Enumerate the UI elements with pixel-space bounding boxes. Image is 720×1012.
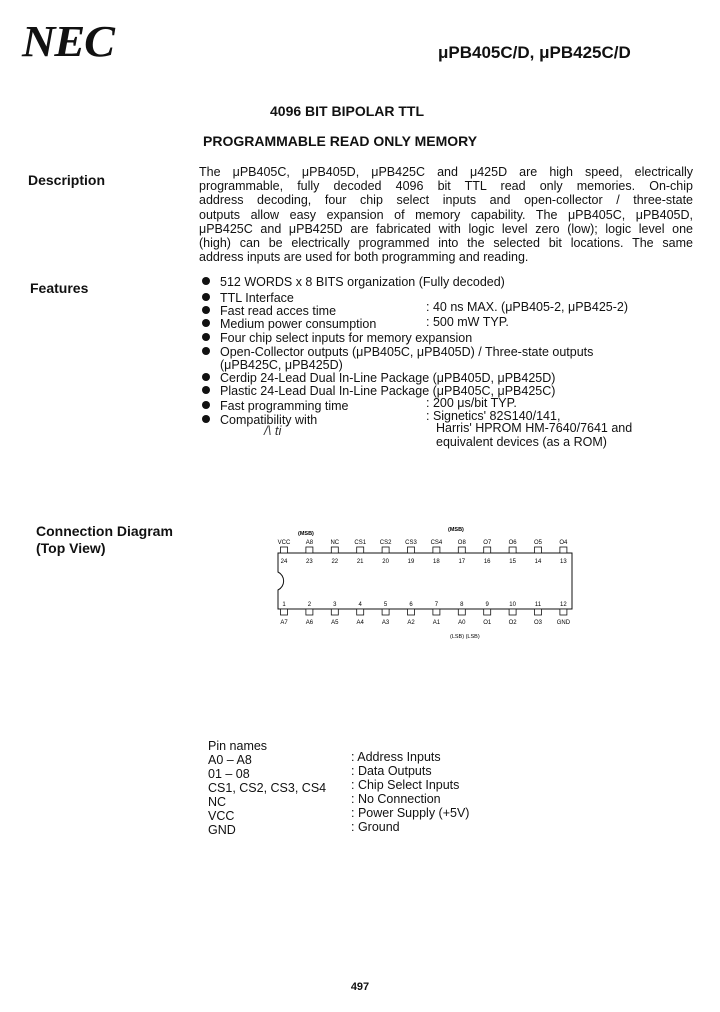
pin-desc: : Address Inputs — [351, 750, 441, 764]
bottom-pin-name: A3 — [381, 620, 390, 626]
bottom-pin-number: 7 — [434, 602, 439, 608]
bottom-pin-number: 5 — [383, 602, 388, 608]
feature-text: Fast read acces time — [220, 304, 337, 318]
pin-name: A0 – A8 — [208, 753, 252, 767]
top-pin-number: 13 — [560, 559, 567, 565]
bottom-pin-name: A0 — [458, 620, 466, 626]
feature-item — [202, 304, 336, 318]
bottom-pin-number: 11 — [534, 602, 542, 608]
feature-item — [202, 331, 472, 345]
bottom-pin-lead — [357, 609, 364, 615]
feature-text: Fast programming time — [220, 399, 349, 413]
top-pin-number: 16 — [483, 559, 491, 565]
bullet-icon — [202, 373, 210, 381]
bottom-pin-name: O2 — [508, 620, 517, 626]
pin-desc: : Chip Select Inputs — [351, 778, 460, 792]
bottom-pin-lead — [484, 609, 491, 615]
top-pin-name: A8 — [305, 540, 314, 546]
lsb-marker: (LSB) (LSB) — [450, 634, 480, 640]
handwritten-note: /\ ti — [264, 423, 282, 438]
dip-connection-diagram — [270, 525, 590, 645]
description-line: (high) can be electrically programmed into the selected bit locations. The same — [199, 236, 693, 251]
top-pin-lead — [408, 547, 415, 553]
top-pin-number: 21 — [356, 559, 364, 565]
compat-value-2: Harris' HPROM HM-7640/7641 and — [436, 421, 633, 435]
connection-heading-line: (Top View) — [36, 540, 106, 556]
bottom-pin-lead — [458, 609, 465, 615]
compat-value-3: equivalent devices (as a ROM) — [436, 435, 607, 449]
bottom-pin-lead — [535, 609, 542, 615]
bullet-icon — [202, 333, 210, 341]
pin-desc: : Power Supply (+5V) — [351, 806, 470, 820]
top-pin-name: CS1 — [354, 540, 367, 546]
bottom-pin-name: A6 — [305, 620, 314, 626]
bullet-icon — [202, 347, 210, 355]
top-pin-lead — [484, 547, 491, 553]
top-pin-lead — [331, 547, 338, 553]
bullet-icon — [202, 293, 210, 301]
bottom-pin-lead — [331, 609, 338, 615]
feature-text: Cerdip 24-Lead Dual In-Line Package (μPB405D, μPB425D) — [220, 371, 556, 385]
top-pin-lead — [509, 547, 516, 553]
feature-text: TTL Interface — [220, 291, 294, 305]
bottom-pin-number: 1 — [282, 602, 286, 608]
top-pin-lead — [357, 547, 364, 553]
top-pin-name: VCC — [277, 540, 291, 546]
feature-item — [202, 345, 593, 359]
bottom-pin-name: A5 — [331, 620, 339, 626]
features-heading: Features — [30, 280, 89, 296]
feature-text: Medium power consumption — [220, 317, 377, 331]
top-pin-number: 17 — [458, 559, 466, 565]
bullet-icon — [202, 277, 210, 285]
page-number: 497 — [350, 981, 370, 993]
top-pin-number: 20 — [382, 559, 389, 565]
compat-value-1: : Signetics' 82S140/141, — [426, 409, 561, 423]
feature-item — [202, 371, 555, 385]
top-pin-name: NC — [330, 540, 340, 546]
top-pin-name: O4 — [559, 540, 568, 546]
bottom-pin-lead — [382, 609, 389, 615]
feature-text: Compatibility with — [220, 413, 318, 427]
top-pin-number: 18 — [433, 559, 440, 565]
feature-item — [202, 413, 317, 427]
bottom-pin-number: 3 — [333, 602, 337, 608]
top-pin-number: 24 — [280, 559, 288, 565]
top-pin-lead — [382, 547, 389, 553]
pin-name: NC — [208, 795, 227, 809]
part-numbers: μPB405C/D, μPB425C/D — [438, 43, 631, 62]
pin-name: GND — [208, 823, 236, 837]
msb-marker-left: (MSB) — [298, 531, 314, 537]
feature-text: Four chip select inputs for memory expansion — [220, 331, 473, 345]
description-heading: Description — [28, 172, 106, 188]
bottom-pin-name: A1 — [432, 620, 441, 626]
bottom-pin-number: 6 — [409, 602, 413, 608]
feature-text: 512 WORDS x 8 BITS organization (Fully decoded) — [220, 275, 505, 289]
bullet-icon — [202, 415, 210, 423]
top-pin-name: O7 — [483, 540, 492, 546]
bottom-pin-number: 2 — [307, 602, 312, 608]
nec-logo: NEC — [22, 17, 114, 66]
bottom-pin-lead — [560, 609, 567, 615]
feature-text: Open-Collector outputs (μPB405C, μPB405D) / Three-state outputs — [220, 345, 594, 359]
bottom-pin-name: A7 — [280, 620, 288, 626]
msb-marker-right: (MSB) — [448, 527, 464, 533]
top-pin-lead — [306, 547, 313, 553]
bottom-pin-row — [280, 602, 570, 626]
top-pin-lead — [535, 547, 542, 553]
bottom-pin-name: O3 — [533, 620, 543, 626]
bottom-pin-number: 4 — [358, 602, 362, 608]
bullet-icon — [202, 306, 210, 314]
feature-continuation: (μPB425C, μPB425D) — [220, 358, 343, 372]
feature-item — [202, 291, 294, 305]
connection-heading — [36, 523, 173, 557]
feature-item — [202, 399, 349, 413]
description-text — [199, 165, 693, 264]
top-pin-lead — [281, 547, 288, 553]
connection-heading-line: Connection Diagram — [36, 523, 173, 539]
bottom-pin-number: 9 — [485, 602, 489, 608]
top-pin-name: O6 — [508, 540, 517, 546]
bottom-pin-number: 12 — [560, 602, 567, 608]
feature-text: Plastic 24-Lead Dual In-Line Package (μPB405C, μPB425C) — [220, 384, 556, 398]
bottom-pin-lead — [408, 609, 415, 615]
feature-item — [202, 275, 505, 289]
top-pin-number: 15 — [509, 559, 516, 565]
bottom-pin-name: GND — [556, 620, 571, 626]
bottom-pin-lead — [509, 609, 516, 615]
bullet-icon — [202, 386, 210, 394]
title-line-1: 4096 BIT BIPOLAR TTL — [270, 103, 425, 119]
bottom-pin-name: A2 — [407, 620, 415, 626]
top-pin-name: O8 — [457, 540, 466, 546]
top-pin-name: CS3 — [405, 540, 417, 546]
pin-name: CS1, CS2, CS3, CS4 — [208, 781, 327, 795]
top-pin-number: 22 — [331, 559, 339, 565]
bottom-pin-name: A4 — [356, 620, 364, 626]
top-pin-number: 14 — [534, 559, 542, 565]
feature-item — [202, 317, 376, 331]
programming-time-value: : 200 μs/bit TYP. — [426, 396, 517, 410]
pin-desc: : Data Outputs — [351, 764, 432, 778]
description-line: programmable, fully decoded 4096 bit TTL read only memories. On-chip — [199, 179, 693, 194]
bottom-pin-lead — [281, 609, 288, 615]
pin-name: 01 – 08 — [208, 767, 250, 781]
bottom-pin-name: O1 — [483, 620, 492, 626]
pin-name: VCC — [208, 809, 235, 823]
top-pin-lead — [560, 547, 567, 553]
top-pin-number: 23 — [306, 559, 313, 565]
top-pin-name: CS4 — [430, 540, 443, 546]
bullet-icon — [202, 401, 210, 409]
description-line: outputs allow easy expansion of memory capability. The μPB405C, μPB405D, — [199, 207, 693, 222]
description-line: address inputs are used for both programming and reading. — [199, 250, 529, 265]
top-pin-lead — [433, 547, 440, 553]
power-value: : 500 mW TYP. — [426, 315, 509, 329]
bottom-pin-lead — [433, 609, 440, 615]
bottom-pin-number: 10 — [509, 602, 516, 608]
bullet-icon — [202, 319, 210, 327]
description-line: address decoding, four chip select inputs and open-collector / three-state — [199, 193, 693, 208]
description-line: The μPB405C, μPB405D, μPB425C and μ425D are high speed, electrically — [199, 165, 693, 179]
top-pin-number: 19 — [407, 559, 415, 565]
description-line: μPB425C and μPB425D are fabricated with logic level zero (low); logic level one — [199, 221, 693, 236]
bottom-pin-number: 8 — [460, 602, 464, 608]
top-pin-lead — [458, 547, 465, 553]
access-time-value: : 40 ns MAX. (μPB405-2, μPB425-2) — [426, 300, 628, 314]
pin-names-heading: Pin names — [208, 739, 268, 753]
title-line-2: PROGRAMMABLE READ ONLY MEMORY — [203, 133, 478, 149]
pin-desc: : Ground — [351, 820, 400, 834]
top-pin-name: O5 — [533, 540, 543, 546]
pin-desc: : No Connection — [351, 792, 441, 806]
top-pin-name: CS2 — [379, 540, 392, 546]
bottom-pin-lead — [306, 609, 313, 615]
chip-body — [278, 553, 572, 609]
